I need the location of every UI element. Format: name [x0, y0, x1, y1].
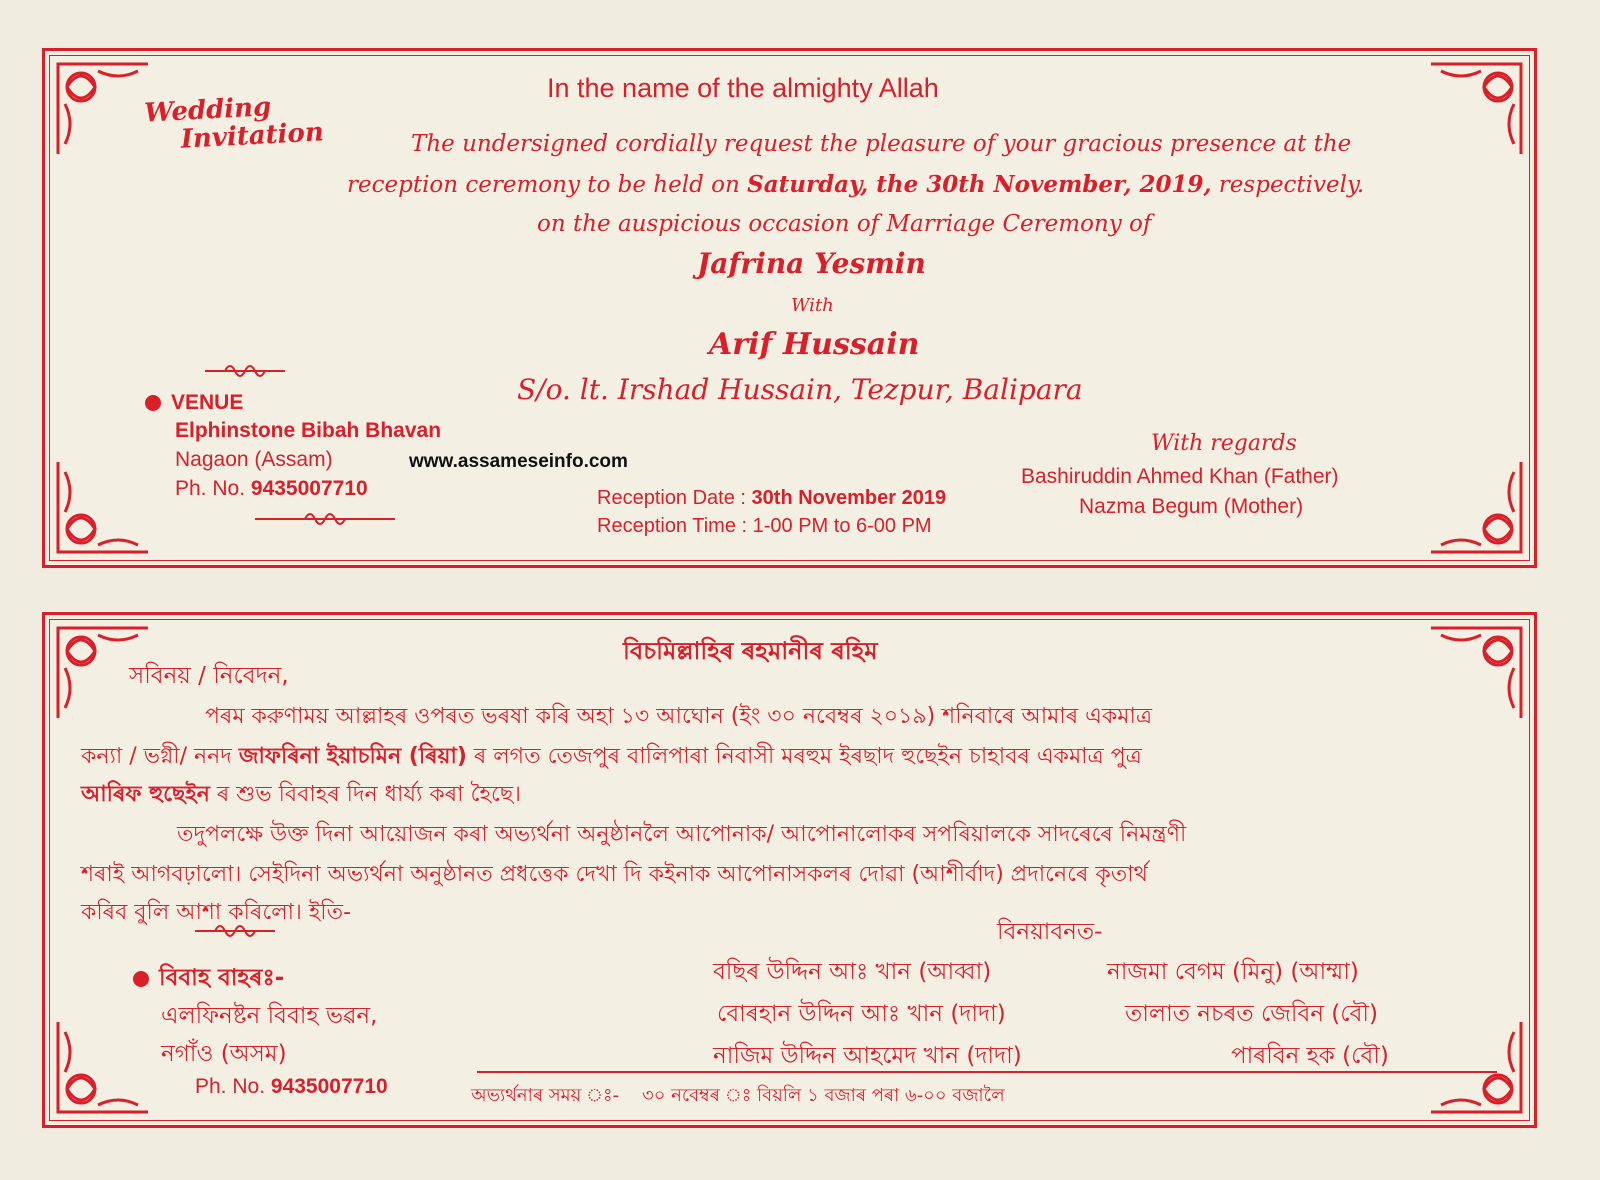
flourish-icon — [195, 921, 275, 941]
father-name: Bashiruddin Ahmed Khan (Father) — [1021, 465, 1339, 488]
badge-line-1: Wedding — [143, 92, 272, 129]
phone-number: 9435007710 — [250, 477, 368, 500]
with-text: With — [791, 295, 834, 316]
mother-name: Nazma Begum (Mother) — [1079, 495, 1304, 518]
wedding-invitation-badge — [144, 90, 325, 155]
badge-line-2: Invitation — [180, 117, 325, 155]
invite-line-2-post: respectively. — [1211, 172, 1365, 198]
phone-label: Ph. No. — [175, 477, 246, 500]
invite-line-3: on the auspicious occasion of Marriage Ceremony of — [537, 211, 1152, 237]
bullet-icon — [133, 971, 149, 987]
relative-4: তালাত নচৰত জেবিন (বৌ) — [1125, 1001, 1378, 1027]
reception-label-assamese: অভ্যৰ্থনাৰ সময় ঃ- — [471, 1085, 620, 1106]
relative-5: নাজিম উদ্দিন আহমেদ খান (দাদা) — [713, 1043, 1022, 1069]
corner-ornament-icon — [1426, 1017, 1526, 1117]
venue-phone-assamese — [195, 1075, 388, 1099]
phone-number: 9435007710 — [270, 1075, 388, 1098]
bride-name: Jafrina Yesmin — [697, 247, 926, 280]
invite-line-2-pre: reception ceremony to be held on — [347, 172, 748, 198]
groom-name: Arif Hussain — [709, 327, 920, 362]
venue-name-assamese: এলফিনষ্টন বিবাহ ভৱন, — [161, 1003, 378, 1029]
corner-ornament-icon — [53, 59, 153, 159]
english-invitation-card — [42, 48, 1537, 568]
invite-line-1: The undersigned cordially request the pleasure of your gracious presence at the — [411, 131, 1352, 157]
bride-name-assamese: জাফৰিনা ইয়াচমিন (ৰিয়া) — [238, 744, 467, 769]
reception-date-value: 30th November 2019 — [751, 487, 947, 509]
venue-label — [145, 391, 243, 415]
corner-ornament-icon — [53, 457, 153, 557]
venue-label-assamese-text: বিবাহ বাহৰঃ- — [159, 965, 285, 991]
venue-phone — [175, 477, 368, 501]
venue-label-assamese — [133, 959, 284, 998]
reception-date — [597, 487, 946, 510]
venue-place-assamese: নগাঁও (অসম) — [161, 1041, 287, 1067]
relative-2: নাজমা বেগম (মিনু) (আম্মা) — [1107, 959, 1359, 985]
reception-date-label: Reception Date : — [597, 487, 752, 509]
para2-line3: কৰিব বুলি আশা কৰিলো। ইতি- — [81, 900, 352, 925]
para1-line2-pre: কন্যা / ভগ্নী/ ননদ — [81, 744, 239, 769]
groom-parent: S/o. lt. Irshad Hussain, Tezpur, Balipara — [517, 373, 1083, 406]
bullet-icon — [145, 395, 161, 411]
header-text: In the name of the almighty Allah — [547, 73, 939, 103]
reception-time-assamese — [471, 1081, 1005, 1112]
para1-line3 — [81, 777, 521, 814]
venue-place: Nagaon (Assam) — [175, 448, 333, 471]
flourish-icon — [205, 361, 285, 381]
corner-ornament-icon — [53, 1017, 153, 1117]
regards-assamese: বিনয়াবনত- — [997, 919, 1103, 945]
salutation: সবিনয় / নিবেদন, — [129, 663, 289, 689]
relative-1: বছিৰ উদ্দিন আঃ খান (আব্বা) — [713, 959, 992, 985]
flourish-icon — [255, 509, 395, 529]
invite-line-2 — [347, 171, 1364, 198]
para2-line1: তদুপলক্ষে উক্ত দিনা আয়োজন কৰা অভ্যৰ্থনা অনুষ্ঠানলৈ আপোনাক/ আপোনালোকৰ সপৰিয়ালকে সাদৰেৰে নিমন্ত্ৰণী — [177, 822, 1187, 847]
corner-ornament-icon — [1426, 59, 1526, 159]
website: www.assameseinfo.com — [409, 451, 628, 472]
assamese-invitation-card — [42, 612, 1537, 1128]
groom-name-assamese: আৰিফ হুছেইন — [81, 782, 210, 807]
para1-line1: পৰম করুণাময় আল্লাহৰ ওপৰত ভৰষা কৰি অহা ১৩ আঘোন (ইং ৩০ নবেম্বৰ ২০১৯) শনিবাৰে আমাৰ একমাত্ৰ — [205, 704, 1152, 729]
ceremony-date: Saturday, the 30th November, 2019, — [747, 171, 1212, 198]
para1-line3-post: ৰ শুভ বিবাহৰ দিন ধাৰ্য্য কৰা হৈছে। — [209, 782, 522, 807]
corner-ornament-icon — [1426, 457, 1526, 557]
para1-line2-post: ৰ লগত তেজপুৰ বালিপাৰা নিবাসী মৰহুম ইৰছাদ হুছেইন চাহাবৰ একমাত্ৰ পুত্ৰ — [466, 744, 1142, 769]
phone-label: Ph. No. — [195, 1075, 266, 1098]
corner-ornament-icon — [1426, 623, 1526, 723]
relative-6: পাৰবিন হক (বৌ) — [1231, 1043, 1389, 1069]
reception-time-label: Reception Time : — [597, 515, 753, 537]
reception-time — [597, 515, 932, 538]
venue-label-text: VENUE — [171, 391, 244, 414]
bismillah-title: বিচমিল্লাহিৰ ৰহমানীৰ ৰহিম — [623, 637, 878, 665]
para1-line2 — [81, 739, 1142, 776]
para2-line2: শৰাই আগবঢ়ালো। সেইদিনা অভ্যৰ্থনা অনুষ্ঠানত প্ৰধত্তেক দেখা দি কইনাক আপোনাসকলৰ দোৱা (আশীৰ্বাদ) প্ৰদানেৰে কৃতাৰ্থ — [81, 862, 1148, 887]
reception-value-assamese: ৩০ নবেম্বৰ ঃ বিয়লি ১ বজাৰ পৰা ৬-০০ বজালৈ — [642, 1085, 1005, 1106]
reception-time-value: 1-00 PM to 6-00 PM — [752, 515, 932, 537]
relative-3: বোৰহান উদ্দিন আঃ খান (দাদা) — [717, 1001, 1006, 1027]
divider — [477, 1071, 1497, 1073]
with-regards: With regards — [1151, 431, 1297, 456]
venue-name: Elphinstone Bibah Bhavan — [175, 419, 442, 442]
